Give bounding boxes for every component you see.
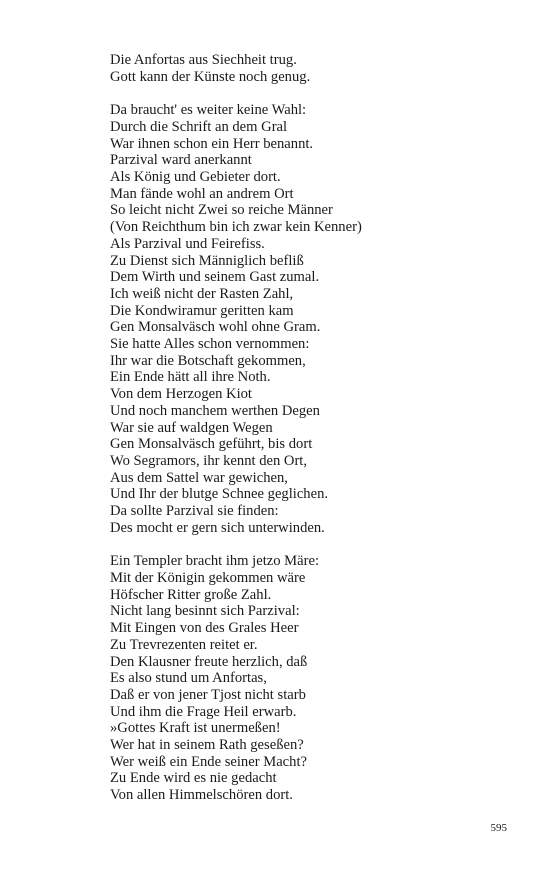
verse-line: Und ihm die Frage Heil erwarb. [110,703,297,720]
verse-line: Da braucht' es weiter keine Wahl: [110,102,307,119]
verse-line: Da sollte Parzival sie finden: [110,503,279,520]
verse-line: Man fände wohl an andrem Ort [110,185,294,202]
verse-line: (Von Reichthum bin ich zwar kein Kenner) [110,219,362,236]
verse-line: Gott kann der Künste noch genug. [110,68,311,85]
verse-line: Sie hatte Alles schon vernommen: [110,336,310,353]
stanza [110,102,530,536]
stanza-break [110,85,530,102]
verse-line: Als König und Gebieter dort. [110,169,281,186]
poem-text [110,52,530,804]
verse-line: Ihr war die Botschaft gekommen, [110,352,306,369]
verse-line: Gen Monsalväsch wohl ohne Gram. [110,319,321,336]
verse-line: Von allen Himmelschören dort. [110,787,293,804]
verse-line: Die Kondwiramur geritten kam [110,302,294,319]
stanza [110,52,530,85]
verse-line: Wer weiß ein Ende seiner Macht? [110,753,307,770]
verse-line: Zu Dienst sich Männiglich befliß [110,252,304,269]
verse-line: Ein Ende hätt all ihre Noth. [110,369,271,386]
verse-line: Nicht lang besinnt sich Parzival: [110,603,300,620]
verse-line: Und noch manchem werthen Degen [110,402,320,419]
verse-line: Des mocht er gern sich unterwinden. [110,519,325,536]
verse-line: Wer hat in seinem Rath geseßen? [110,737,304,754]
verse-line: Wo Segramors, ihr kennt den Ort, [110,452,308,469]
verse-line: Daß er von jener Tjost nicht starb [110,686,306,703]
page-number: 595 [490,822,507,834]
verse-line: Von dem Herzogen Kiot [110,386,252,403]
verse-line: Als Parzival und Feirefiss. [110,235,265,252]
verse-line: Gen Monsalväsch geführt, bis dort [110,436,313,453]
verse-line: Zu Trevrezenten reitet er. [110,636,258,653]
verse-line: War sie auf waldgen Wegen [110,419,273,436]
verse-line: Mit der Königin gekommen wäre [110,569,306,586]
verse-line: Ein Templer bracht ihm jetzo Märe: [110,553,320,570]
stanza-break [110,536,530,553]
verse-line: War ihnen schon ein Herr benannt. [110,135,314,152]
verse-line: Zu Ende wird es nie gedacht [110,770,277,787]
verse-line: Höfscher Ritter große Zahl. [110,586,272,603]
verse-line: Es also stund um Anfortas, [110,670,267,687]
verse-line: Den Klausner freute herzlich, daß [110,653,308,670]
verse-line: So leicht nicht Zwei so reiche Männer [110,202,333,219]
verse-line: Aus dem Sattel war gewichen, [110,469,288,486]
verse-line: Und Ihr der blutge Schnee geglichen. [110,486,329,503]
verse-line: Mit Eingen von des Grales Heer [110,620,299,637]
verse-line: »Gottes Kraft ist unermeßen! [110,720,281,737]
verse-line: Die Anfortas aus Siechheit trug. [110,52,297,68]
verse-line: Parzival ward anerkannt [110,152,252,169]
verse-line: Ich weiß nicht der Rasten Zahl, [110,285,294,302]
verse-line: Durch die Schrift an dem Gral [110,118,288,135]
verse-line: Dem Wirth und seinem Gast zumal. [110,269,320,286]
stanza [110,553,530,804]
